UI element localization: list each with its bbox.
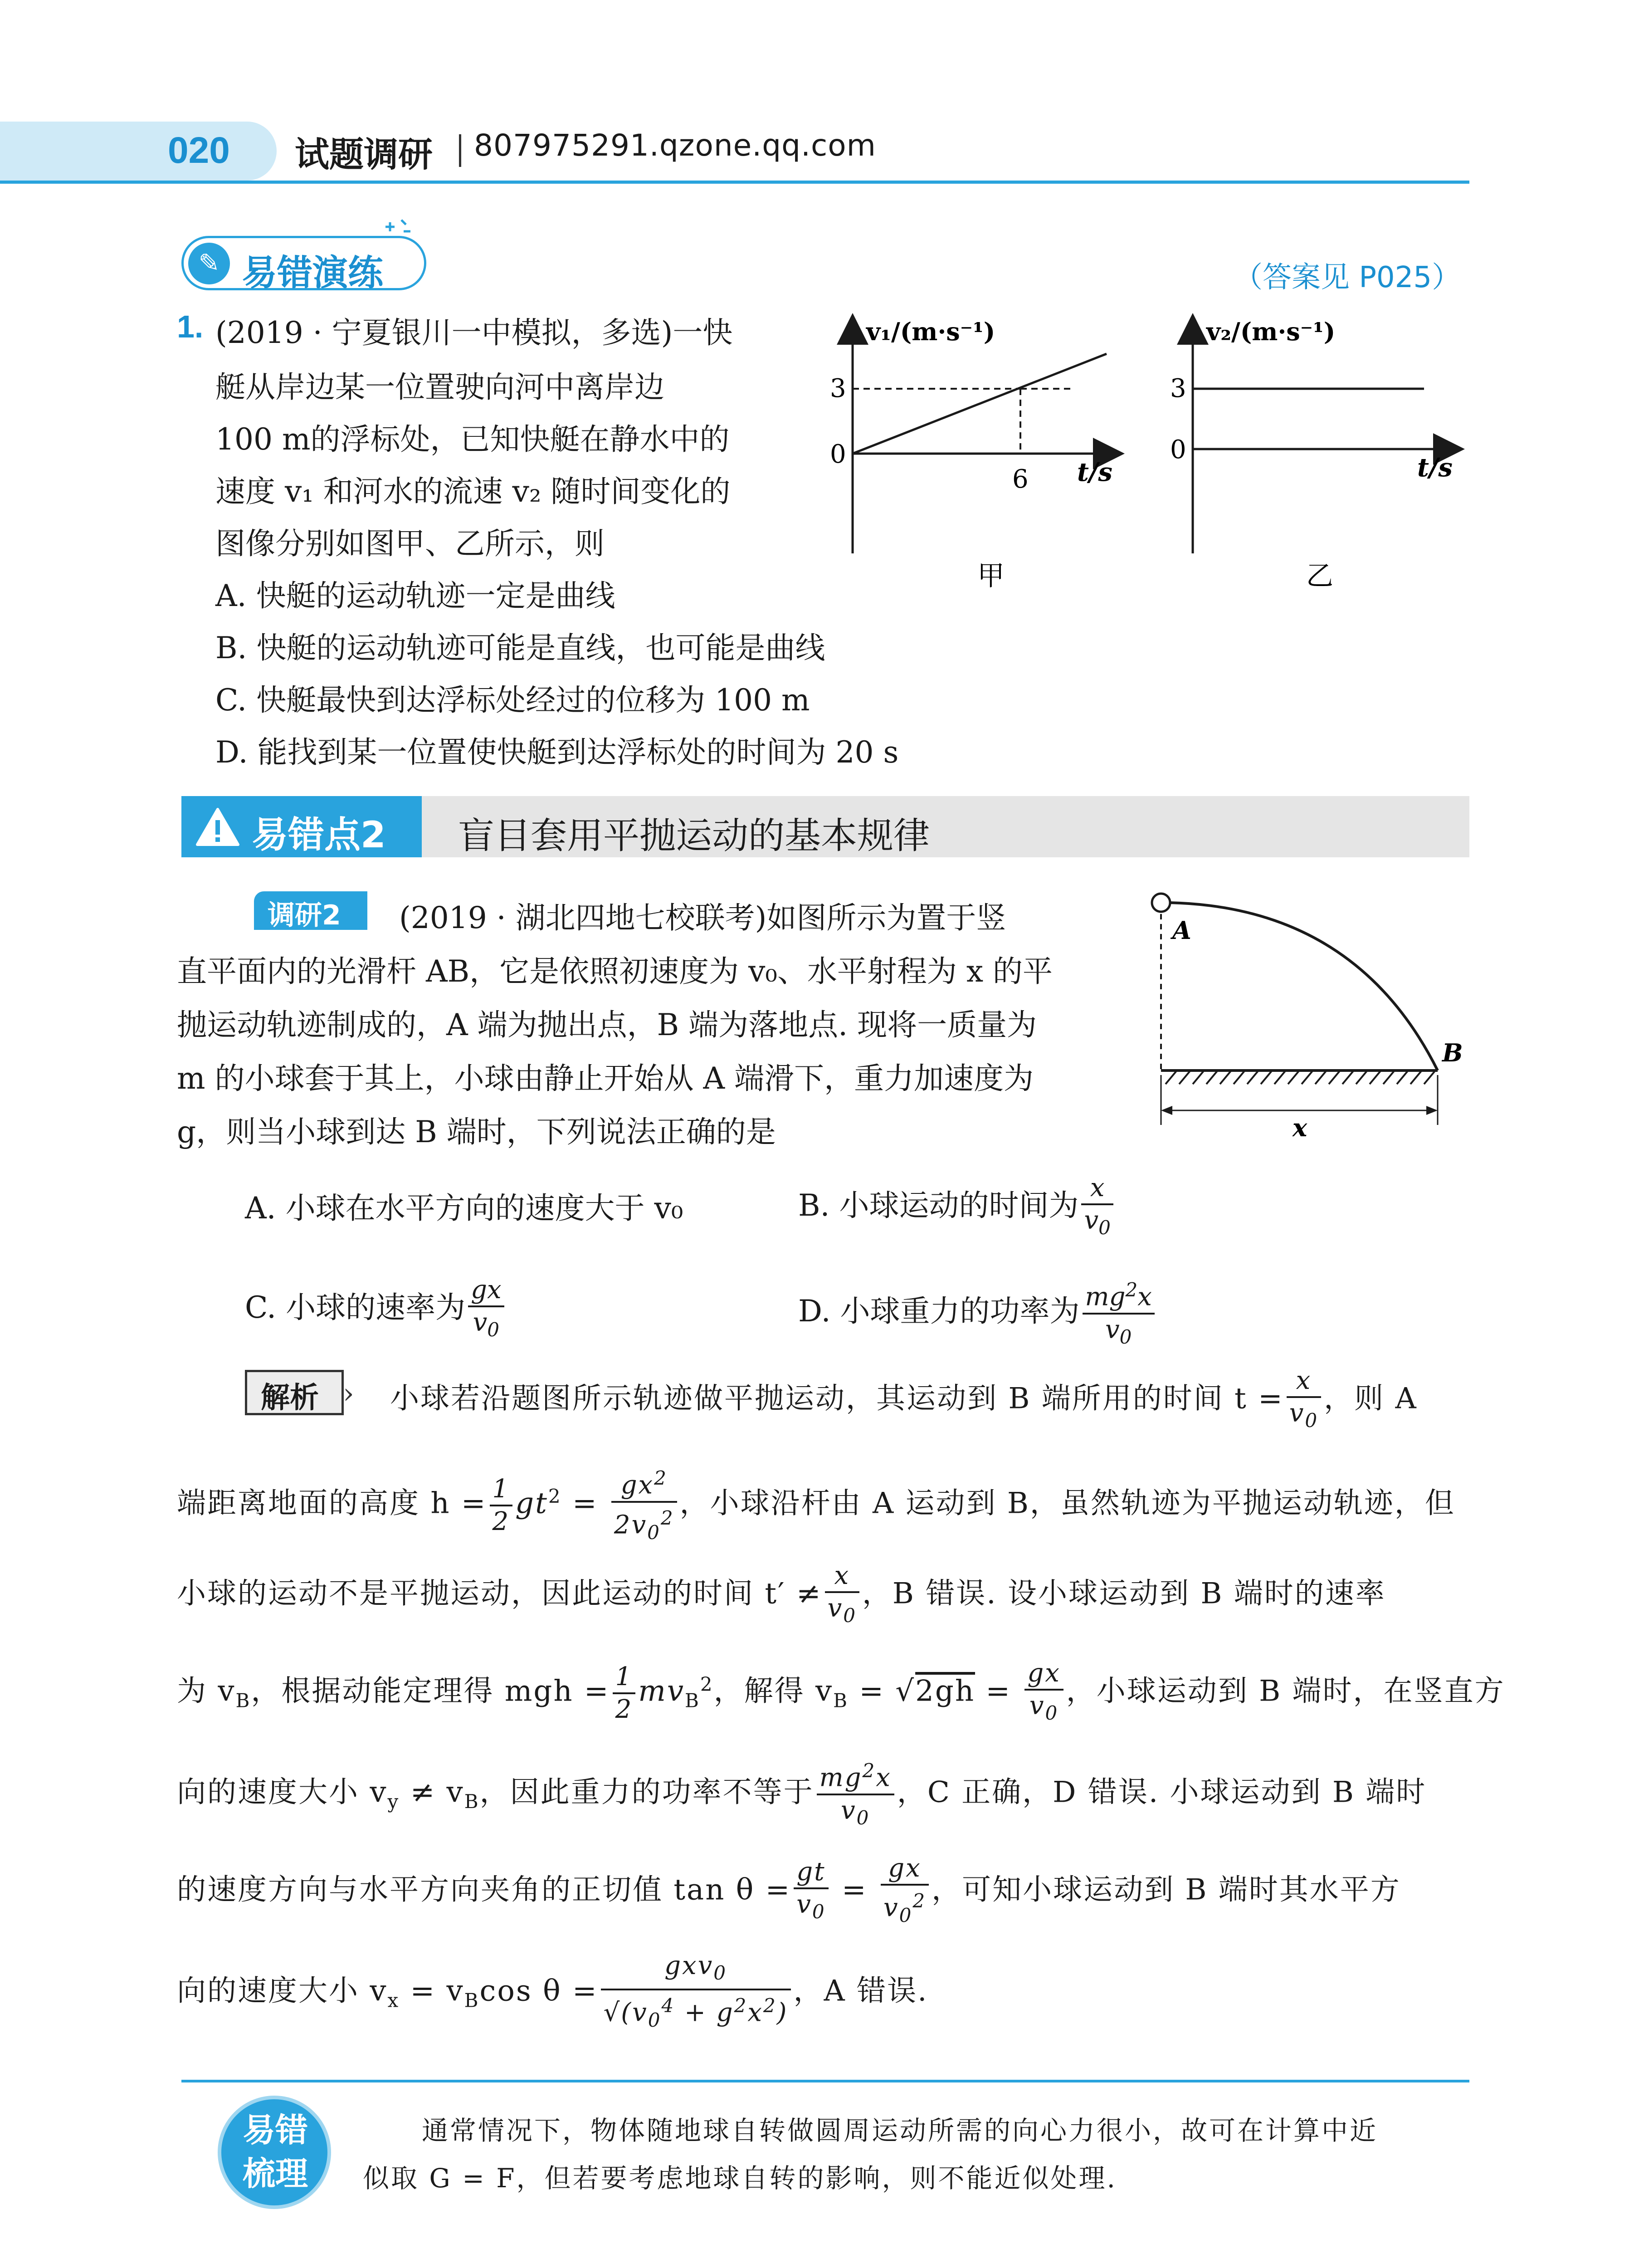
question-stem-line: (2019 · 宁夏银川一中模拟，多选)一快 xyxy=(215,315,733,350)
header-rule xyxy=(0,181,1469,184)
ground-hatch xyxy=(1166,1070,1435,1084)
pencil-icon: ✎ xyxy=(188,243,230,284)
header-tab xyxy=(0,122,277,181)
analysis-line-3: 小球的运动不是平抛运动，因此运动的时间 t′ ≠ $\frac{x}{v_0}$ ，B 错误. 设小球运动到 B 端时的速率 xyxy=(177,1561,1386,1627)
graph-caption: 乙 xyxy=(1306,560,1333,592)
y-tick-label: 3 xyxy=(830,374,846,403)
option-b[interactable]: B. 小球运动的时间为 $\frac{x}{v_0}$ xyxy=(798,1173,1116,1243)
option-c-text: C. 小球的速率为 xyxy=(245,1290,466,1325)
option-b[interactable]: B. 快艇的运动轨迹可能是直线，也可能是曲线 xyxy=(215,631,825,665)
question-stem-line: 速度 v₁ 和河水的流速 v₂ 随时间变化的 xyxy=(215,474,731,509)
analysis-line-4: 为 $v_B$，根据动能定理得 mgh = $\frac{1}{2}$ $mv_B^2$，解得 $v_B = √2gh$ = $\frac{gx}{v_0}$ ，小球运动到 B 端时，在竖直方 xyxy=(177,1658,1505,1725)
footer-note-line-1: 通常情况下，物体随地球自转做圆周运动所需的向心力很小，故可在计算中近 xyxy=(422,2115,1378,2146)
header-title: 试题调研 xyxy=(295,134,433,175)
analysis-line-1: 小球若沿题图所示轨迹做平抛运动，其运动到 B 端所用的时间 t = $\frac{x}{v_0}$ ，则 A xyxy=(390,1366,1418,1432)
research-stem-line: 抛运动轨迹制成的，A 端为抛出点，B 端为落地点. 现将一质量为 xyxy=(177,1007,1037,1042)
chevron-right-icon: › xyxy=(343,1377,354,1410)
v1-line xyxy=(853,354,1107,454)
dim-arrow-right xyxy=(1426,1106,1438,1115)
research-stem-line: 直平面内的光滑杆 AB，它是依照初速度为 v₀、水平射程为 x 的平 xyxy=(177,954,1053,989)
answer-reference: （答案见 P025） xyxy=(1234,261,1461,294)
research-stem-line: (2019 · 湖北四地七校联考)如图所示为置于竖 xyxy=(399,900,1006,935)
option-a-text: A. 小球在水平方向的速度大于 v₀ xyxy=(245,1191,683,1226)
origin-label: 0 xyxy=(1170,435,1186,464)
section-tag-label: 易错点2 xyxy=(252,814,386,856)
research-stem-line: g，则当小球到达 B 端时，下列说法正确的是 xyxy=(177,1114,776,1149)
option-d[interactable]: D. 能找到某一位置使快艇到达浮标处的时间为 20 s xyxy=(215,735,899,770)
velocity-graph-yi xyxy=(1156,308,1474,603)
footer-note-line-2: 似取 G = F，但若要考虑地球自转的影响，则不能近似处理. xyxy=(363,2163,1117,2194)
label-x: x xyxy=(1293,1113,1307,1142)
option-d[interactable]: D. 小球重力的功率为 $\frac{mg^2x}{v_0}$ xyxy=(798,1275,1157,1353)
analysis-line-2: 端距离地面的高度 h = $\frac{1}{2}$ $gt^2$ = $\frac{gx^2}{2v_0^2}$ ，小球沿杆由 A 运动到 B，虽然轨迹为平抛运动轨迹，但 xyxy=(177,1463,1455,1548)
dim-arrow-left xyxy=(1161,1106,1172,1115)
ball xyxy=(1152,894,1170,912)
sparkle-icon xyxy=(381,218,417,245)
footer-rule xyxy=(181,2080,1469,2082)
option-c[interactable]: C. 快艇最快到达浮标处经过的位移为 100 m xyxy=(215,683,810,718)
research-stem-line: m 的小球套于其上，小球由静止开始从 A 端滑下，重力加速度为 xyxy=(177,1061,1034,1096)
analysis-line-6: 的速度方向与水平方向夹角的正切值 tan θ = $\frac{gt}{v_0}$ = $\frac{gx}{v_0^2}$ ，可知小球运动到 B 端时其水平方 xyxy=(177,1853,1401,1926)
x-axis-label: t/s xyxy=(1077,457,1112,487)
question-number: 1. xyxy=(177,309,204,344)
question-stem-line: 艇从岸边某一位置驶向河中离岸边 xyxy=(215,370,664,405)
question-stem-line: 图像分别如图甲、乙所示，则 xyxy=(215,526,605,561)
header-separator xyxy=(459,134,461,167)
smooth-rod-figure xyxy=(1147,889,1474,1143)
y-axis-label: v₂/(m·s⁻¹) xyxy=(1206,317,1336,346)
graph-caption: 甲 xyxy=(977,560,1005,592)
x-axis-label: t/s xyxy=(1417,453,1453,483)
option-a[interactable]: A. 快艇的运动轨迹一定是曲线 xyxy=(215,578,615,613)
label-a: A xyxy=(1172,916,1191,945)
research-tag-label: 调研2 xyxy=(268,899,341,931)
y-axis-label: v₁/(m·s⁻¹) xyxy=(866,317,995,346)
velocity-graph-jia xyxy=(816,308,1134,603)
option-d-text: D. 小球重力的功率为 xyxy=(798,1293,1080,1329)
analysis-line-7: 向的速度大小 $v_x = v_B\cos$ θ = $\frac{gxv_0}{√(v_0^4 + g^2x^2)}$ ，A 错误. xyxy=(177,1951,928,2032)
y-tick-label: 3 xyxy=(1170,374,1186,403)
analysis-label: 解析 xyxy=(261,1381,319,1415)
practice-badge-label: 易错演练 xyxy=(242,253,384,293)
question-stem-line: 100 m的浮标处，已知快艇在静水中的 xyxy=(215,422,730,457)
analysis-line-5: 向的速度大小 $v_y \ne v_B$，因此重力的功率不等于 $\frac{mg^2x}{v_0}$ ，C 正确，D 错误. 小球运动到 B 端时 xyxy=(177,1755,1426,1833)
origin-label: 0 xyxy=(830,440,846,469)
option-b-text: B. 小球运动的时间为 xyxy=(798,1188,1079,1223)
rod-curve xyxy=(1170,903,1438,1070)
header-url[interactable]: 807975291.qzone.qq.com xyxy=(474,128,876,163)
page-number: 020 xyxy=(168,130,230,171)
label-b: B xyxy=(1442,1038,1463,1067)
x-tick-label: 6 xyxy=(1012,464,1029,494)
option-c[interactable]: C. 小球的速率为 $\frac{gx}{v_0}$ xyxy=(245,1275,507,1345)
section-title: 盲目套用平抛运动的基本规律 xyxy=(458,815,930,857)
option-a[interactable] xyxy=(245,1184,683,1227)
warning-icon xyxy=(195,807,240,847)
footer-badge-label: 易错梳理 xyxy=(242,2111,308,2193)
